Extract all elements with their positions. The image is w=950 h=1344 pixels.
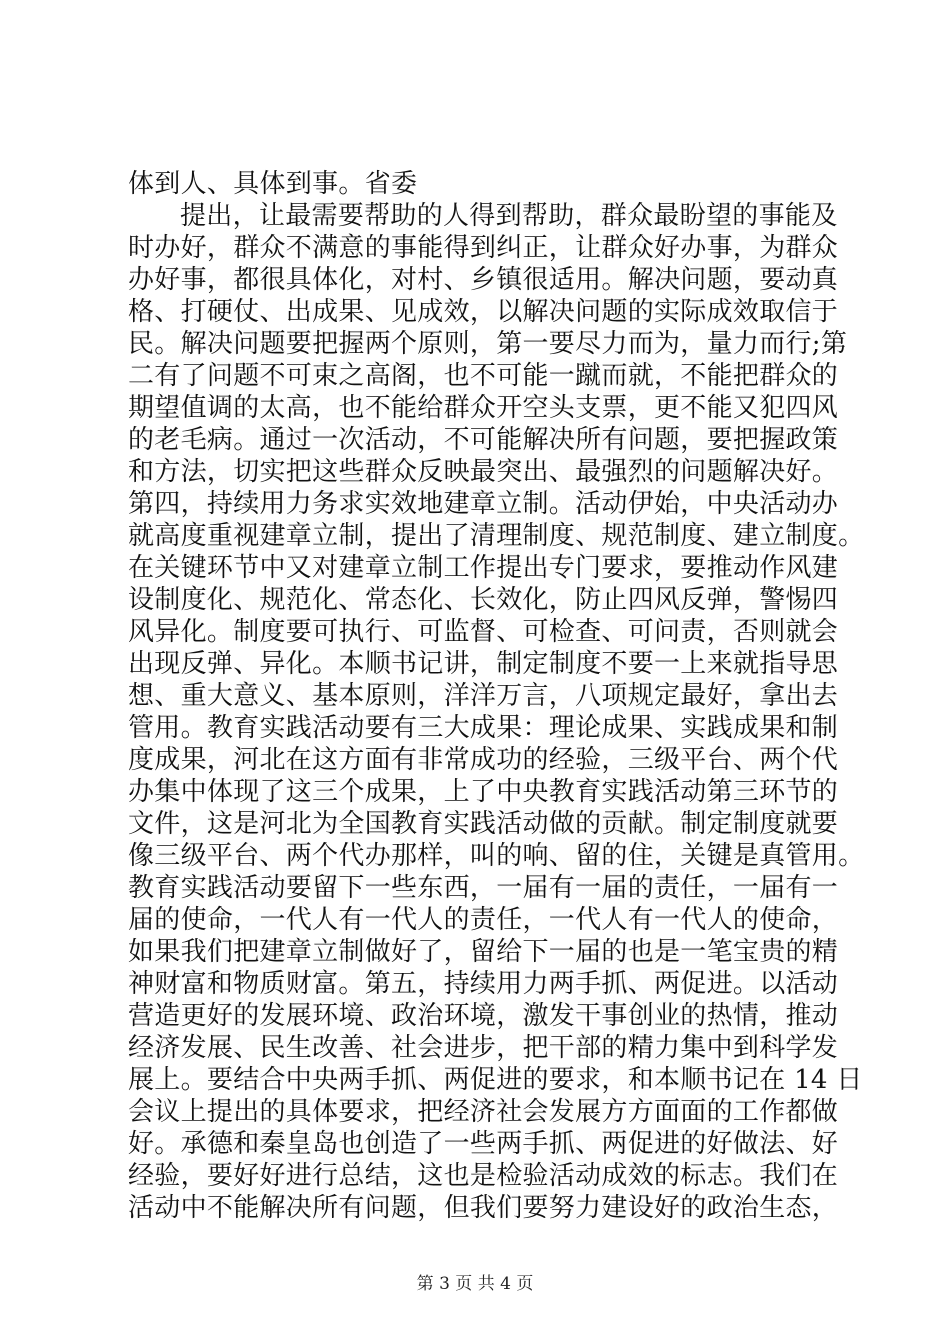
text-line: 格、打硬仗、出成果、见成效，以解决问题的实际成效取信于 — [128, 297, 839, 327]
text-line: 二有了问题不可束之高阁，也不可能一蹴而就，不能把群众的 — [128, 361, 839, 391]
text-line: 像三级平台、两个代办那样，叫的响、留的住，关键是真管用。 — [128, 841, 865, 871]
text-line: 设制度化、规范化、常态化、长效化，防止四风反弹，警惕四 — [128, 585, 839, 615]
text-line: 如果我们把建章立制做好了，留给下一届的也是一笔宝贵的精 — [128, 937, 839, 967]
text-line: 会议上提出的具体要求，把经济社会发展方方面面的工作都做 — [128, 1097, 839, 1127]
text-line: 和方法，切实把这些群众反映最突出、最强烈的问题解决好。 — [128, 457, 839, 487]
text-line: 神财富和物质财富。第五，持续用力两手抓、两促进。以活动 — [128, 969, 839, 999]
text-line: 第四，持续用力务求实效地建章立制。活动伊始，中央活动办 — [128, 489, 839, 519]
text-line: 教育实践活动要留下一些东西，一届有一届的责任，一届有一 — [128, 873, 839, 903]
text-line: 出现反弹、异化。本顺书记讲，制定制度不要一上来就指导思 — [128, 649, 839, 679]
text-line: 时办好，群众不满意的事能得到纠正，让群众好办事，为群众 — [128, 233, 839, 263]
text-line: 办好事，都很具体化，对村、乡镇很适用。解决问题，要动真 — [128, 265, 839, 295]
text-line: 好。承德和秦皇岛也创造了一些两手抓、两促进的好做法、好 — [128, 1129, 839, 1159]
text-line: 营造更好的发展环境、政治环境，激发干事创业的热情，推动 — [128, 1001, 839, 1031]
text-line: 期望值调的太高，也不能给群众开空头支票，更不能又犯四风 — [128, 393, 839, 423]
text-line: 文件，这是河北为全国教育实践活动做的贡献。制定制度就要 — [128, 809, 839, 839]
page-footer — [0, 1273, 950, 1295]
text-line: 风异化。制度要可执行、可监督、可检查、可问责，否则就会 — [128, 617, 839, 647]
text-line: 体到人、具体到事。省委 — [128, 169, 418, 199]
text-line: 想、重大意义、基本原则，洋洋万言，八项规定最好，拿出去 — [128, 681, 839, 711]
text-line: 活动中不能解决所有问题，但我们要努力建设好的政治生态， — [128, 1193, 839, 1223]
text-line: 提出，让最需要帮助的人得到帮助，群众最盼望的事能及 — [180, 201, 838, 231]
text-line: 度成果，河北在这方面有非常成功的经验，三级平台、两个代 — [128, 745, 839, 775]
body-text — [128, 168, 865, 1224]
text-line: 经济发展、民生改善、社会进步，把干部的精力集中到科学发 — [128, 1033, 839, 1063]
text-line: 就高度重视建章立制，提出了清理制度、规范制度、建立制度。 — [128, 521, 865, 551]
text-line: 届的使命，一代人有一代人的责任，一代人有一代人的使命， — [128, 905, 839, 935]
text-line: 展上。要结合中央两手抓、两促进的要求，和本顺书记在 14 日 — [128, 1065, 863, 1095]
text-line: 管用。教育实践活动要有三大成果：理论成果、实践成果和制 — [128, 713, 839, 743]
page-number-label: 第 3 页 共 4 页 — [416, 1274, 534, 1294]
text-line: 办集中体现了这三个成果，上了中央教育实践活动第三环节的 — [128, 777, 839, 807]
text-line: 经验，要好好进行总结，这也是检验活动成效的标志。我们在 — [128, 1161, 839, 1191]
text-line: 的老毛病。通过一次活动，不可能解决所有问题，要把握政策 — [128, 425, 839, 455]
text-line: 民。解决问题要把握两个原则，第一要尽力而为，量力而行;第 — [128, 329, 848, 359]
text-line: 在关键环节中又对建章立制工作提出专门要求，要推动作风建 — [128, 553, 839, 583]
